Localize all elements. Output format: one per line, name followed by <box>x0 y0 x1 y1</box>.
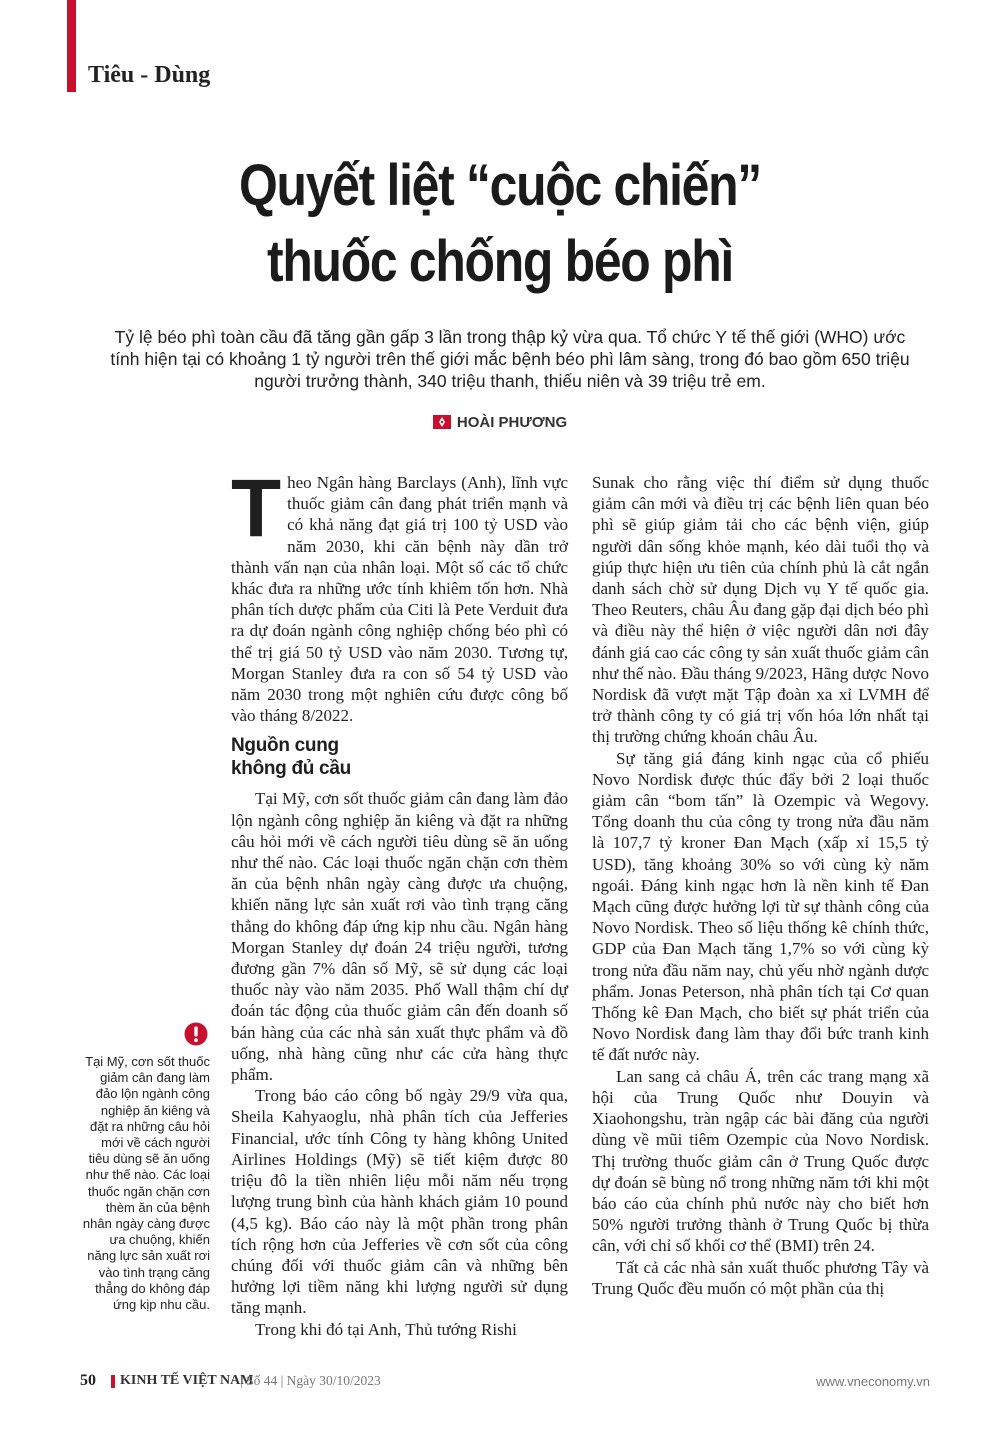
pull-quote <box>80 1022 210 1313</box>
page-footer <box>80 1372 930 1392</box>
headline-line-1: Quyết liệt “cuộc chiến” <box>239 153 761 218</box>
footer-accent-bar <box>111 1375 115 1388</box>
website-url[interactable]: www.vneconomy.vn <box>816 1374 930 1389</box>
article-paragraph-3: Trong báo cáo công bố ngày 29/9 vừa qua, Sheila Kahyaoglu, nhà phân tích của Jefferies Financial, ước tính Công ty hàng không United Airlines Holdings (Mỹ) sẽ tiết kiệm được 80 triệu đô la tiền nhiên liệu mỗi năm nếu trọng lượng trung bình của hành khách giảm 10 pound (4,5 kg). Báo cáo này là một phần trong phân tích rộng hơn của Jefferies về cơn sốt của công chúng đối với thuốc giảm cân và những bên hưởng lợi tiềm năng khi lượng người sử dụng tăng mạnh. <box>231 1086 568 1318</box>
article-paragraph-8: Tất cả các nhà sản xuất thuốc phương Tây và Trung Quốc đều muốn có một phần của thị <box>592 1257 929 1298</box>
section-label: Tiêu - Dùng <box>88 62 211 88</box>
headline-line-2: thuốc chống béo phì <box>267 229 733 294</box>
article-paragraph-5: Sunak cho rằng việc thí điểm sử dụng thuốc giảm cân mới và điều trị các bệnh liên quan béo phì sẽ giúp giảm tải cho các bệnh viện, giúp người dân sống khỏe mạnh, kéo dài tuổi thọ và giúp thực hiện ưu tiên của chính phủ là cắt ngắn danh sách chờ sử dụng Dịch vụ Y tế quốc gia. Theo Reuters, châu Âu đang gặp đại dịch béo phì và điều này thể hiện ở việc người dân nơi đây đánh giá cao các công ty sản xuất thuốc giảm cân như thế nào. Đầu tháng 9/2023, Hãng dược Novo Nordisk đã vượt mặt Tập đoàn xa xỉ LVMH để trở thành công ty có giá trị vốn hóa lớn nhất tại thị trường chứng khoán châu Âu. <box>592 473 929 747</box>
byline <box>0 414 1000 431</box>
pen-icon <box>433 415 451 429</box>
byline-author: HOÀI PHƯƠNG <box>456 414 568 431</box>
article-paragraph-6: Sự tăng giá đáng kinh ngạc của cổ phiếu Novo Nordisk được thúc đẩy bởi 2 loại thuốc giảm cân “bom tấn” là Ozempic và Wegovy. Tổng doanh thu của công ty trong nửa đầu năm là 107,7 tỷ kroner Đan Mạch (xấp xỉ 15,5 tỷ USD), tăng khoảng 30% so với cùng kỳ năm ngoái. Đáng kinh ngạc hơn là nền kinh tế Đan Mạch cũng được hưởng lợi từ sự thành công của Novo Nordisk. Theo số liệu thống kê chính thức, GDP của Đan Mạch tăng 1,7% so với cùng kỳ trong nửa đầu năm nay, chủ yếu nhờ ngành dược phẩm. Jonas Peterson, nhà phân tích tại Cơ quan Thống kê Đan Mạch, cho biết sự phát triển của Novo Nordisk đang làm thay đổi bức tranh kinh tế đất nước này. <box>592 748 929 1065</box>
section-accent-bar <box>67 0 76 92</box>
article-column-1 <box>231 463 568 1340</box>
article-paragraph-1: Theo Ngân hàng Barclays (Anh), lĩnh vực thuốc giảm cân đang phát triển mạnh và có khả năng đạt giá trị 100 tỷ USD vào năm 2030, khi căn bệnh này dần trở thành vấn nạn của nhân loại. Một số các tổ chức khác đưa ra những ước tính khiêm tốn hơn. Nhà phân tích dược phẩm của Citi là Pete Verduit đưa ra dự đoán ngành công nghiệp chống béo phì có thể trị giá 50 tỷ USD vào năm 2030. Tương tự, Morgan Stanley đưa ra con số 54 tỷ USD vào năm 2030 trong một nghiên cứu được công bố vào tháng 8/2022. <box>231 463 568 726</box>
pull-quote-text: Tại Mỹ, cơn sốt thuốc giảm cân đang làm đảo lộn ngành công nghiệp ăn kiêng và đặt ra những câu hỏi mới về cách người tiêu dùng sẽ ăn uống như thế nào. Các loại thuốc ngăn chặn cơn thèm ăn của bệnh nhân ngày càng được ưa chuộng, khiến năng lực sản xuất rơi vào tình trạng căng thẳng do không đáp ứng kịp nhu cầu. <box>82 1054 210 1313</box>
drop-cap: T <box>231 463 282 554</box>
alert-icon <box>184 1022 208 1046</box>
article-paragraph-2: Tại Mỹ, cơn sốt thuốc giảm cân đang làm đảo lộn ngành công nghiệp ăn kiêng và đặt ra những câu hỏi mới về cách người tiêu dùng sẽ ăn uống như thế nào. Các loại thuốc ngăn chặn cơn thèm ăn của bệnh nhân ngày càng được ưa chuộng, khiến năng lực sản xuất rơi vào tình trạng căng thẳng do không đáp ứng kịp nhu cầu. Ngân hàng Morgan Stanley dự đoán 24 triệu người, tương đương gần 7% dân số Mỹ, sẽ sử dụng các loại thuốc này vào năm 2035. Phố Wall thậm chí dự đoán tác động của thuốc giảm cân đến doanh số bán hàng của các nhà sản xuất thực phẩm và đồ uống, nhà hàng cũng như các cửa hàng thực phẩm. <box>231 789 568 1085</box>
magazine-name: KINH TẾ VIỆT NAM <box>120 1373 254 1388</box>
issue-info: | Số 44 | Ngày 30/10/2023 <box>240 1373 381 1388</box>
article-paragraph-4: Trong khi đó tại Anh, Thủ tướng Rishi <box>255 1319 517 1339</box>
headline <box>122 148 879 300</box>
article-column-2 <box>592 472 929 1299</box>
sapo: Tỷ lệ béo phì toàn cầu đã tăng gần gấp 3 lần trong thập kỷ vừa qua. Tổ chức Y tế thế giới (WHO) ước tính hiện tại có khoảng 1 tỷ người trên thế giới mắc bệnh béo phì lâm sàng, trong đó bao gồm 650 triệu người trưởng thành, 340 triệu thanh, thiếu niên và 39 triệu trẻ em. <box>110 327 910 391</box>
page-number: 50 <box>80 1372 96 1389</box>
subheading: Nguồn cung không đủ cầu <box>231 735 351 780</box>
article-paragraph-7: Lan sang cả châu Á, trên các trang mạng xã hội của Trung Quốc như Douyin và Xiaohongshu, tràn ngập các bài đăng của người dùng về mũi tiêm Ozempic của Novo Nordisk. Thị trường thuốc giảm cân ở Trung Quốc được dự đoán sẽ bùng nổ trong những năm tới khi một báo cáo của chính phủ nước này cho biết hơn 50% người trưởng thành ở Trung Quốc bị thừa cân, với chỉ số khối cơ thể (BMI) trên 24. <box>592 1066 929 1256</box>
